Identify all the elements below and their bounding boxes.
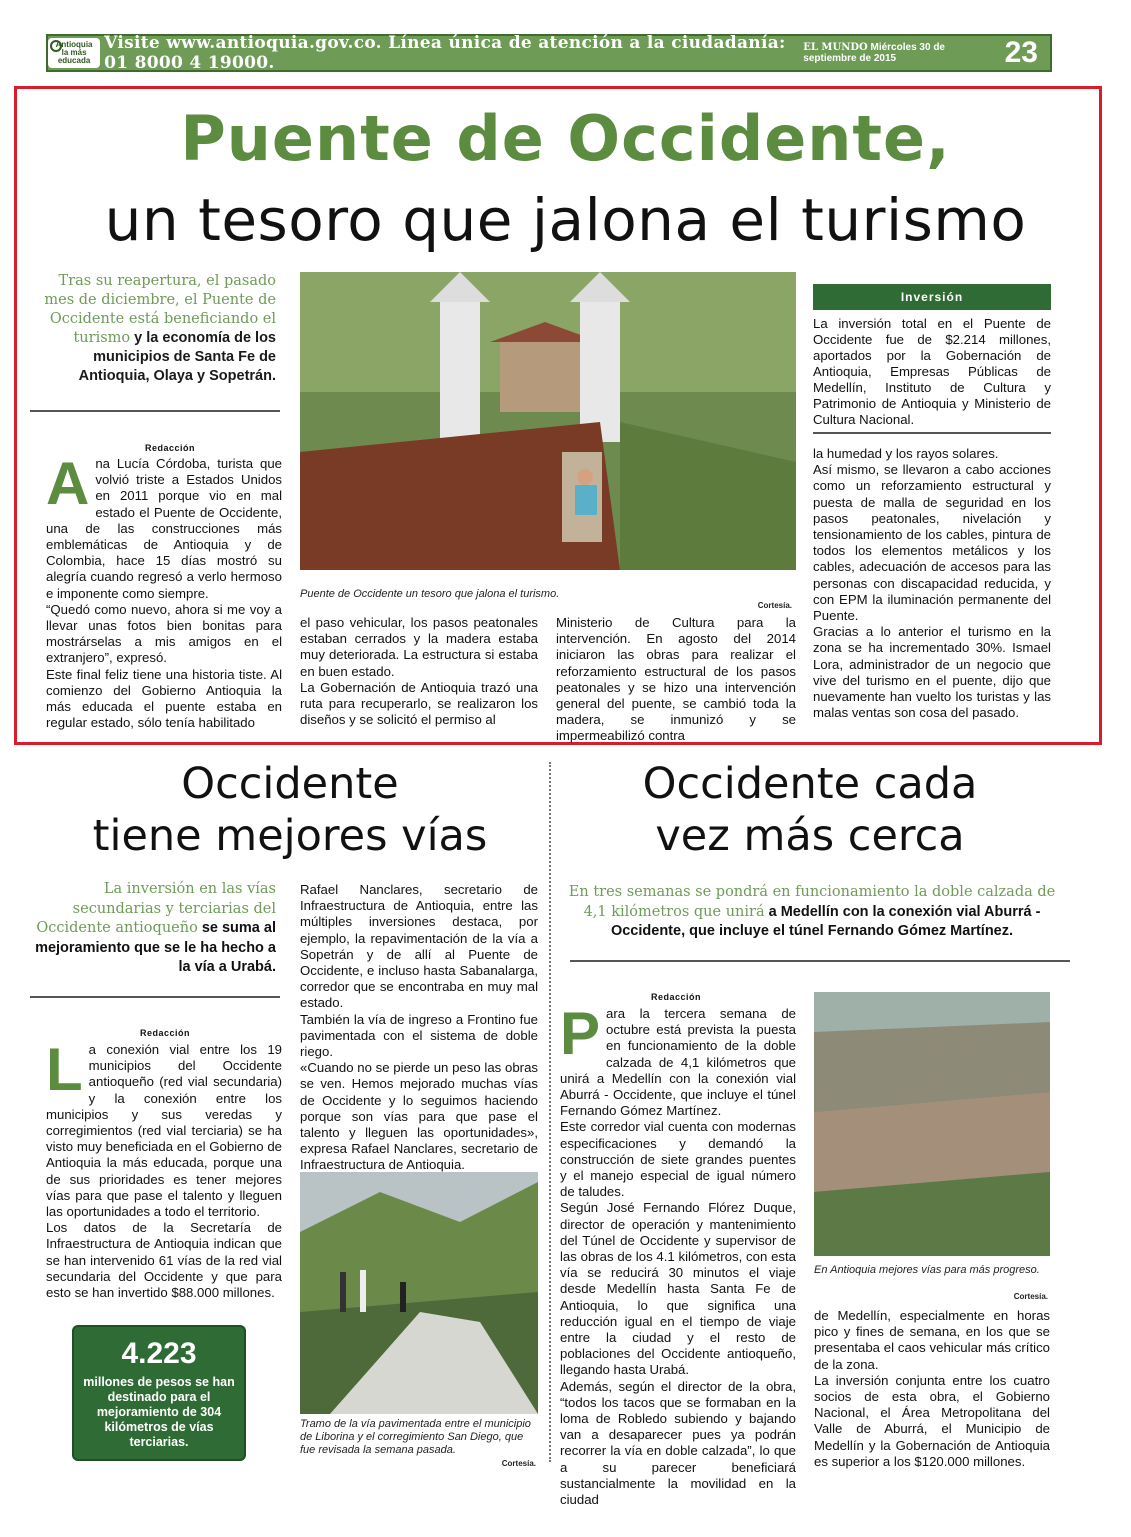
antioquia-logo [48,36,100,70]
paragraph: “Quedó como nuevo, ahora si me voy a llevar unas fotos bien bonitas para mostrárselas a mis amigos en el extranjero”, expresó. [46,601,282,666]
paragraph: la humedad y los rayos solares. [813,446,999,461]
paragraph: La Gobernación de Antioquia trazó una ruta para recuperarlo, se realizaron los diseños y se solicitó el permiso al [300,679,538,728]
visit-website-text: Visite www.antioquia.gov.co. Línea única de atención a la ciudadanía: 01 8000 4 19000. [104,33,786,73]
divider [30,410,280,412]
issue-date [803,42,996,64]
lead-bold-text: a Medellín con la conexión vial Aburrá - Occidente, que incluye el túnel Fernando Gómez Martínez. [610,903,1041,939]
logo-text-3: educada [57,56,91,65]
photo-credit: Cortesía. [1013,1292,1048,1301]
paragraph: el paso vehicular, los pasos peatonales estaban cerrados y la madera estaba muy deteriorada. La estructura si estaba en buen estado. [300,615,538,679]
right-column-1 [560,1000,796,1508]
left-headline-1: Occidente [181,759,399,809]
paragraph: Ministerio de Cultura para la intervención. En agosto del 2014 iniciaron las obras para realizar el reforzamiento estructural de los pasos peatonales y se hizo una intervención general del puente, se cambió toda la madera, se inmunizó y se impermeabilizó contra [556,615,796,744]
main-lead [30,272,276,386]
divider [30,996,280,998]
byline: Redacción [139,1028,190,1038]
paragraph: Además, según el director de la obra, “todos los tacos que se formaban en la loma de Robledo subiendo y bajando van a desaparecer pues ya podrán recorrer la vía en doble calzada”, lo que a su parecer beneficiará sustancialmente la movilidad en la ciudad [560,1378,796,1508]
left-lead [30,880,276,978]
paragraph: ara la tercera semana de octubre está prevista la puesta en funcionamiento de la doble calzada de 4,1 kilómetros que unirá a Medellín con la conexión vial Aburrá - Occidente, que incluye el túnel Fernando Gómez Martínez. [560,1006,796,1119]
date-text: Miércoles 30 de septiembre de 2015 [803,42,945,64]
lead-green-text: Tras su reapertura, el pasado mes de diciembre, el Puente de Occidente está beneficiando el turismo [44,273,276,346]
stat-number: 4.223 [121,1337,197,1370]
paragraph: Gracias a lo anterior el turismo en la zona se ha incrementado 30%. Ismael Lora, administrador de un negocio que vive del turismo en el puente, dijo que nuevamente han vuelto los turistas y las malas ventas son cosa del pasado. [813,624,1051,721]
main-headline-2: un tesoro que jalona el turismo [104,186,1027,254]
paragraph: Este corredor vial cuenta con modernas especificaciones y demandó la construcción de siete grandes puentes y el manejo especial de igual número de taludes. [560,1119,796,1200]
drop-cap: A [46,450,90,517]
right-headline-1: Occidente cada [642,759,978,809]
right-headline-2: vez más cerca [655,811,965,861]
right-headline [560,758,1060,862]
photo-caption: Tramo de la vía pavimentada entre el municipio de Liborina y el corregimiento San Diego, que fue revisada la semana pasada. [300,1418,531,1456]
main-column-3 [556,615,796,745]
column-separator [549,762,551,1462]
paragraph: La inversión conjunta entre los cuatro socios de esta obra, el Gobierno Nacional, el Área Metropolitana del Valle de Aburrá, el Municipio de Medellín y la Gobernación de Antioquia es superior a los $120.000 millones. [814,1372,1050,1469]
stat-box [72,1325,246,1461]
divider [570,960,1070,962]
byline: Redacción [650,992,701,1002]
right-column-2 [814,1308,1050,1470]
photo-credit: Cortesía. [501,1459,536,1468]
right-lead [560,883,1064,942]
bridge-photo [300,272,796,570]
city-aerial-photo [814,992,1050,1256]
stat-text: millones de pesos se han destinado para el mejoramiento de 304 kilómetros de vías terciarias. [83,1375,235,1449]
paragraph: También la vía de ingreso a Frontino fue pavimentada con el sistema de doble riego. [300,1011,538,1060]
paragraph: de Medellín, especialmente en horas pico y fines de semana, en los que se presentaba el caos vehicular más crítico de la zona. [814,1308,1050,1372]
left-column-2 [300,882,538,1174]
investment-box-title: Inversión [813,284,1051,310]
drop-cap: P [560,1000,601,1067]
page-number: 23 [1004,36,1038,69]
paragraph: na Lucía Córdoba, turista que volvió triste a Estados Unidos en 2011 porque vio en mal estado el Puente de Occidente, una de las construcciones más emblemáticas de Antioquia y de Colombia, hace 15 días mostró su alegría cuando regresó a verlo hermoso e imponente como siempre. [46,456,282,601]
paragraph: Los datos de la Secretaría de Infraestructura de Antioquia indican que se han intervenido 61 vías de la red vial secundaria del Occidente y que para esto se han invertido $88.000 millones. [46,1220,282,1301]
lead-bold-text: se suma al mejoramiento que se le ha hecho a la vía a Urabá. [35,920,276,975]
paragraph: a conexión vial entre los 19 municipios del Occidente antioqueño (red vial secundaria) y la conexión entre los municipios y sus veredas y corregimientos (red vial terciaria) se ha visto muy beneficiada en el Gobierno de Antioquia la más educada, porque una de sus prioridades es tener mejores vías para que pase el talento y lleguen las oportunidades a todo el territorio. [46,1042,282,1220]
lead-green-text: La inversión en las vías secundarias y terciarias del Occidente antioqueño [36,881,276,936]
check-icon [50,40,62,52]
main-column-1 [46,450,282,731]
paragraph: Rafael Nanclares, secretario de Infraestructura de Antioquia, entre las múltiples inversiones destaca, por ejemplo, la repavimentación de la vía a Sopetrán y de allí al Puente de Occidente, e incluso hasta Sabanalarga, corredor que se encontraba en muy mal estado. [300,882,538,1011]
drop-cap: L [46,1036,83,1103]
investment-box-text: La inversión total en el Puente de Occidente fue de $2.214 millones, aportados por la Gobernación de Antioquia, Empresas Públicas de Medellín, Instituto de Cultura y Patrimonio de Antioquia y Ministerio de Cultura Nacional. [813,316,1051,427]
divider [813,432,1051,434]
left-headline [40,758,540,862]
photo-caption: En Antioquia mejores vías para más progreso. [814,1264,1040,1276]
paragraph: Según José Fernando Flórez Duque, director de operación y mantenimiento del Túnel de Occidente y supervisor de las obras de los 4.1 kilómetros, con esta vía se reducirá 30 minutos el viaje desde Medellín hasta Santa Fe de Antioquia, lo que significa una reducción igual en el tiempo de viaje entre la ciudad y el resto de poblaciones del Occidente antioqueño, llegando hasta Urabá. [560,1200,796,1378]
paragraph: Así mismo, se llevaron a cabo acciones como un reforzamiento estructural y puesta de malla de seguridad en los pasos peatonales, nivelación y tensionamiento de los cables, pintura de todos los elementos metálicos y los cables, adecuación de accesos para las personas con discapacidad reducida, y con EPM la iluminación permanente del Puente. [813,462,1051,624]
paragraph: Este final feliz tiene una historia tiste. Al comienzo del Gobierno Antioquia la más educada el puente estaba en regular estado, sólo tenía habilitado [46,666,282,731]
lead-bold-text: y la economía de los municipios de Santa Fe de Antioquia, Olaya y Sopetrán. [78,330,276,384]
lead-green-text: En tres semanas se pondrá en funcionamiento la doble calzada de 4,1 kilómetros que unirá [568,884,1056,920]
main-column-4 [813,446,1051,721]
main-column-2 [300,615,538,728]
newspaper-name: EL MUNDO [803,42,868,53]
left-headline-2: tiene mejores vías [92,811,488,861]
logo-text-2: la más [61,48,87,57]
photo-credit: Cortesía. [757,601,792,610]
road-photo [300,1172,538,1414]
logo-text-1: Antioquia [55,40,93,49]
photo-caption: Puente de Occidente un tesoro que jalona el turismo. [300,588,560,600]
left-column-1 [46,1036,282,1301]
page-header-band [46,34,1052,72]
byline: Redacción [144,443,195,453]
paragraph: «Cuando no se pierde un peso las obras se ven. Hemos mejorado muchas vías de Occidente y lo seguimos haciendo porque son vías para que pase el talento y lleguen las oportunidades», expresa Rafael Nanclares, secretario de Infraestructura de Antioquia. [300,1060,538,1173]
main-headline-1: Puente de Occidente, [180,102,951,175]
